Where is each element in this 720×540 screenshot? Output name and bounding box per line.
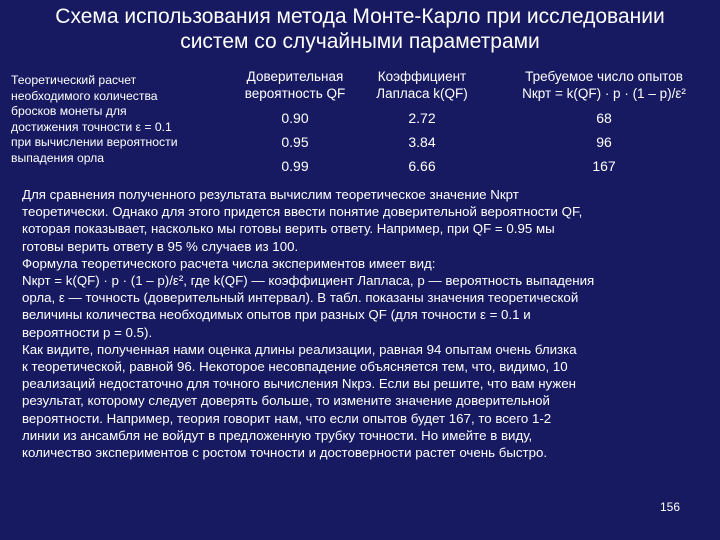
body-line: Nкрт = k(QF) · p · (1 – p)/ε², где k(QF) — коэффициент Лапласа, p — вероятность выпадения [22, 273, 595, 289]
body-text [22, 186, 708, 461]
title-line: Схема использования метода Монте-Карло при исследовании [55, 5, 665, 28]
header-line: вероятность QF [244, 86, 346, 101]
cell-laplace: 3.84 [408, 134, 436, 150]
body-line: теоретически. Однако для этого придется ввести понятие доверительной вероятности QF, [22, 204, 583, 220]
table-row [222, 107, 718, 130]
side-note-line: достижения точности ε = 0.1 [11, 119, 172, 134]
body-line: готовы верить ответу в 95 % случаев из 100. [22, 238, 299, 254]
header-laplace [362, 68, 482, 102]
cell-laplace: 6.66 [408, 158, 436, 174]
cell-laplace: 2.72 [408, 110, 436, 126]
body-line: величины количества необходимых опытов при разных QF (для точности ε = 0.1 и [22, 307, 531, 323]
header-line: Доверительная [246, 69, 344, 84]
slide-title [40, 4, 680, 54]
cell-confidence: 0.99 [281, 158, 309, 174]
body-line: вероятности p = 0.5). [22, 324, 153, 340]
cell-trials: 68 [596, 110, 612, 126]
title-line: систем со случайными параметрами [180, 30, 540, 53]
body-line: вероятности. Например, теория говорит нам, что если опытов будет 167, то всего 1-2 [22, 410, 552, 426]
table-row [222, 131, 718, 154]
results-table [222, 63, 718, 178]
table-row [222, 155, 718, 178]
header-required-trials [490, 68, 718, 102]
side-note-line: Теоретический расчет [11, 73, 137, 87]
body-line: которая показывает, насколько мы готовы верить ответу. Например, при QF = 0.95 мы [22, 221, 555, 237]
header-line: Требуемое число опытов [525, 69, 683, 84]
cell-confidence: 0.95 [281, 134, 309, 150]
cell-trials: 96 [596, 134, 612, 150]
page-number: 156 [659, 500, 680, 514]
body-line: результат, которому следует доверять больше, то измените значение доверительной [22, 393, 550, 409]
header-line: Nкрт = k(QF) · p · (1 – p)/ε² [522, 86, 686, 101]
body-line: Формула теоретического расчета числа экспериментов имеет вид: [22, 255, 436, 271]
body-line: орла, ε — точность (доверительный интервал). В табл. показаны значения теоретической [22, 290, 579, 306]
header-line: Лапласа k(QF) [376, 86, 468, 101]
header-line: Коэффициент [377, 69, 467, 84]
body-line: Для сравнения полученного результата вычислим теоретическое значение Nкрт [22, 187, 519, 202]
body-line: линии из ансамбля не войдут в предложенную трубку точности. Но имейте в виду, [22, 427, 533, 443]
body-line: к теоретической, равной 96. Некоторое несовпадение объясняется тем, что, видимо, 10 [22, 359, 568, 375]
body-line: количество экспериментов с ростом точности и достоверности растет очень быстро. [22, 445, 548, 461]
side-note-line: выпадения орла [11, 150, 105, 165]
side-note-line: необходимого количества [11, 88, 158, 103]
cell-trials: 167 [592, 158, 616, 174]
header-confidence [226, 68, 364, 102]
side-note [11, 73, 207, 166]
side-note-line: бросков монеты для [11, 104, 127, 118]
side-note-line: при вычислении вероятности [11, 135, 178, 149]
body-line: реализаций недостаточно для точного вычисления Nкрэ. Если вы решите, что вам нужен [22, 376, 576, 392]
body-line: Как видите, полученная нами оценка длины реализации, равная 94 опытам очень близка [22, 341, 577, 357]
cell-confidence: 0.90 [281, 110, 309, 126]
